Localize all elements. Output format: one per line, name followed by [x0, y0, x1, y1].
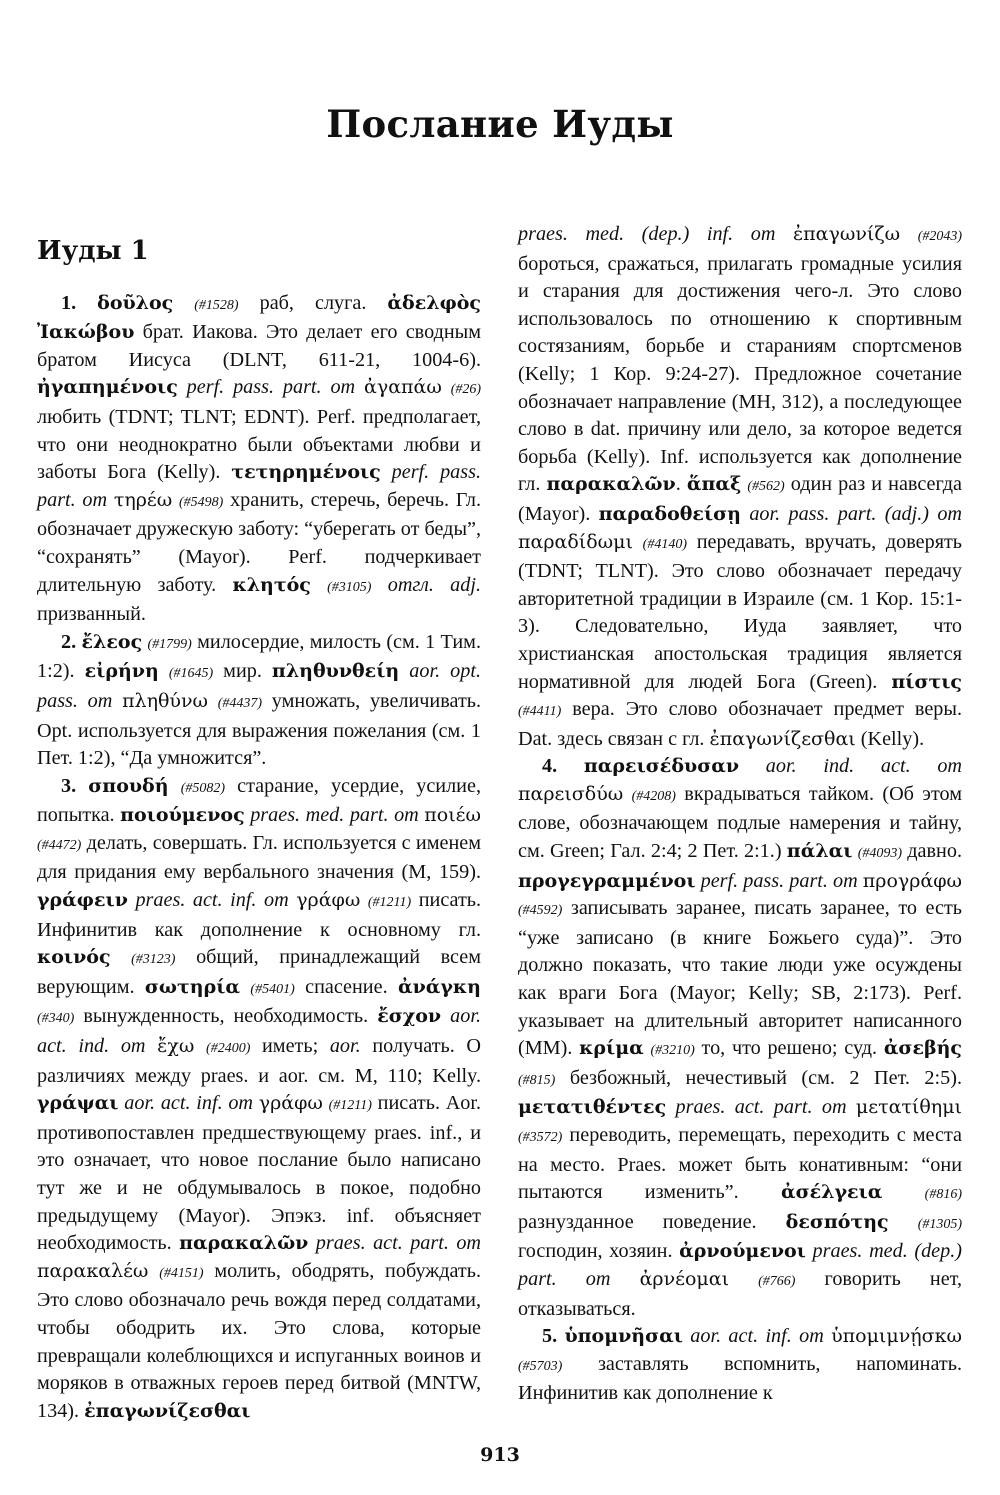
strong-number: (#1211)	[367, 895, 412, 911]
text-run: давно.	[902, 840, 962, 863]
strong-number: (#1528)	[194, 297, 239, 313]
strong-number: (#5703)	[518, 1358, 563, 1374]
greek-lemma: πληθύνω	[122, 689, 209, 712]
greek-headword: δοῦλος	[97, 291, 174, 314]
text-run	[900, 223, 918, 245]
paragraph-verse-4	[518, 753, 962, 1323]
greek-headword: ἐπαγωνίζεσθαι	[84, 1399, 251, 1422]
strong-number: (#26)	[450, 382, 482, 398]
text-run: то, что решено; суд.	[694, 1037, 884, 1060]
text-run: разнузданное поведение.	[518, 1210, 786, 1233]
greek-headword: παραδοθείσῃ	[598, 502, 741, 525]
strong-number: (#4411)	[518, 704, 562, 720]
text-run: писать. Инфинитив как дополнение к основному гл.	[37, 889, 482, 941]
greek-lemma: παρεισδύω	[518, 782, 624, 805]
greek-headword: ὑπομνῆσαι	[564, 1325, 683, 1348]
greek-headword: πίστις	[891, 670, 962, 693]
grammar-note: aor. pass. part. (adj.) от	[749, 502, 963, 525]
paragraph-verse-2	[37, 629, 481, 773]
greek-headword: πληθυνθείη	[271, 660, 400, 683]
strong-number: (#340)	[37, 1011, 75, 1027]
text-run: иметь;	[250, 1035, 330, 1058]
greek-lemma: ἐπαγωνίζω	[792, 223, 901, 245]
verse-number: 5.	[542, 1325, 565, 1348]
text-run	[666, 1096, 675, 1118]
grammar-note: отгл. adj.	[387, 573, 481, 596]
greek-headword: κρίμα	[579, 1037, 644, 1060]
greek-headword: ἀρνούμενοι	[679, 1240, 806, 1263]
grammar-note: praes. act. part. от	[675, 1096, 847, 1119]
text-run: милосердие, милость (см. 1 Тим. 1:2).	[37, 630, 482, 683]
strong-number: (#4592)	[518, 903, 563, 919]
text-run	[146, 1035, 158, 1057]
grammar-note: praes. act. inf. от	[135, 889, 289, 912]
text-run	[381, 461, 392, 483]
greek-headword: ἀσέλγεια	[780, 1181, 883, 1204]
greek-lemma: γράφω	[258, 1092, 323, 1115]
strong-number: (#3210)	[650, 1043, 695, 1059]
verse-number: 4.	[542, 755, 584, 778]
text-run: раб, слуга.	[238, 291, 388, 314]
greek-lemma: παραδίδωμι	[518, 530, 633, 553]
text-run	[111, 946, 132, 968]
grammar-note: aor. act. inf. от	[124, 1092, 254, 1115]
text-run: заставлять вспомнить, напоминать. Инфинитив как дополнение к	[518, 1352, 962, 1405]
greek-headword: πάλαι	[786, 840, 853, 863]
text-run: призванный.	[37, 603, 146, 626]
text-run	[729, 1268, 758, 1290]
greek-lemma: προγράφω	[862, 869, 963, 892]
grammar-note: praes. med. part. от	[250, 804, 419, 827]
greek-headword: δεσπότης	[785, 1210, 889, 1233]
text-run	[178, 376, 187, 398]
greek-lemma: παρακαλέω	[37, 1259, 149, 1282]
chapter-heading: Иуды 1	[37, 236, 149, 266]
grammar-note: praes. med. (dep.) inf. от	[518, 223, 776, 245]
strong-number: (#816)	[924, 1187, 962, 1203]
greek-headword: παρεισέδυσαν	[583, 755, 740, 778]
text-run: хранить, стеречь, беречь. Гл. обозначает дружескую заботу: “уберегать от беды”, “сохранять” (Mayor). Perf. подчеркивает длительную заботу.	[37, 488, 482, 596]
strong-number: (#1211)	[328, 1098, 372, 1114]
greek-lemma: ποιέω	[424, 804, 481, 827]
text-run	[173, 292, 194, 314]
strong-number: (#1645)	[168, 666, 214, 682]
text-run	[847, 1096, 856, 1118]
text-run: вкрадываться тайком. (Об этом слове, обозначающем подлые намерения и тайну, см. Green; Гал. 2:4; 2 Пет. 2:1.)	[518, 782, 962, 863]
strong-number: (#4472)	[37, 837, 82, 853]
text-run	[148, 1260, 159, 1282]
text-run	[633, 531, 643, 553]
strong-number: (#3105)	[327, 579, 372, 595]
text-run: брат. Иакова. Это делает его сводным братом Иисуса (DLNT, 611-21, 1004-6).	[37, 321, 481, 371]
right-column	[518, 221, 962, 1408]
greek-headword: ποιούμενος	[120, 804, 245, 827]
text-run	[172, 489, 179, 511]
text-run: вера. Это слово обозначает предмет веры. Dat. здесь связан с гл.	[518, 698, 962, 750]
grammar-note: praes. med. (dep.) part. от	[518, 1240, 962, 1290]
text-run	[889, 1211, 918, 1233]
text-run	[240, 976, 250, 998]
strong-number: (#562)	[747, 479, 785, 495]
greek-headword: ἠγαπημένοις	[37, 376, 178, 399]
greek-lemma: ἐπαγωνίζεσθαι	[709, 727, 856, 750]
page-title: Послание Иуды	[326, 102, 674, 146]
strong-number: (#2400)	[206, 1041, 251, 1057]
text-run	[442, 376, 451, 398]
text-run: один раз и навсегда (Mayor).	[518, 473, 962, 525]
page-number: 913	[480, 1444, 520, 1466]
text-run	[399, 660, 409, 682]
text-run: получать. О различиях между praes. и aor. см. M, 110; Kelly.	[37, 1035, 482, 1087]
greek-headword: γράψαι	[37, 1092, 119, 1115]
strong-number: (#3572)	[518, 1130, 563, 1145]
greek-headword: γράφειν	[37, 889, 128, 912]
text-run	[739, 755, 766, 777]
greek-headword: τετηρημένοις	[231, 461, 381, 484]
text-run: мир.	[213, 660, 272, 683]
text-run	[107, 489, 114, 511]
paragraph-verse-5	[518, 1323, 962, 1408]
text-run: передавать, вручать, доверять (TDNT; TLNT). Это слово обозначает передачу авторитетной традиции в Израиле (см. 1 Кор. 15:1-3). Следовательно, Иуда заявляет, что христианская апостольская традиция является нормативной для людей Бога (Green).	[518, 530, 963, 693]
greek-headword: ἅπαξ	[686, 473, 742, 496]
text-run	[311, 574, 327, 596]
text-run: спасение.	[294, 975, 398, 998]
paragraph-verse-1	[37, 290, 481, 629]
text-run	[371, 574, 387, 596]
grammar-note: praes. act. part. от	[315, 1232, 481, 1255]
strong-number: (#2043)	[917, 229, 963, 244]
text-run	[775, 223, 793, 245]
greek-lemma: ὑπομιμνῄσκω	[831, 1325, 963, 1348]
text-run	[623, 783, 631, 805]
left-column	[37, 218, 481, 1425]
text-run	[112, 690, 122, 712]
text-run: молить, ободрять, побуждать. Это слово обозначало речь вождя перед солдатами, чтобы ободрить их. Это слова, которые превращали колеблющихся и испуганных воинов и моряков в отважных героев перед битвой (MNTW, 134).	[37, 1259, 482, 1422]
greek-headword: παρακαλῶν	[546, 473, 676, 496]
paragraph-verse-3	[37, 773, 481, 1426]
text-run: вынужденность, необходимость.	[74, 1005, 378, 1028]
greek-headword: εἰρήνη	[84, 660, 159, 683]
text-run: писать. Aor. противопоставлен предшествующему praes. inf., и это означает, что новое послание было написано тут же и не обдумывалось в покое, подобно предыдущему (Mayor). Эпэкз. inf. объясняет необходимость.	[37, 1092, 482, 1255]
greek-headword: παρακαλῶν	[179, 1232, 309, 1255]
grammar-note: perf. pass. part. от	[186, 376, 356, 399]
strong-number: (#5498)	[179, 494, 224, 510]
greek-headword: ἀδελφὸς Ἰακώβου	[37, 291, 482, 344]
text-run: любить (TDNT; TLNT; EDNT). Perf. предполагает, что они неоднократно были объектами любви и заботы Бога (Kelly).	[37, 405, 481, 484]
strong-number: (#5082)	[180, 780, 226, 796]
text-run	[169, 775, 181, 797]
greek-lemma: μετατίθημι	[855, 1096, 962, 1119]
strong-number: (#4208)	[631, 788, 676, 804]
greek-headword: σωτηρία	[144, 975, 241, 998]
strong-number: (#3123)	[131, 952, 176, 968]
text-run: господин, хозяин.	[518, 1240, 680, 1263]
text-run: (Kelly).	[855, 727, 925, 750]
verse-number: 2.	[61, 630, 82, 653]
text-run	[441, 1005, 450, 1027]
greek-lemma: ἀγαπάω	[364, 376, 442, 399]
text-run	[610, 1268, 639, 1290]
strong-number: (#4151)	[159, 1265, 204, 1281]
text-run: безбожный, нечестивый (см. 2 Пет. 2:5).	[555, 1066, 962, 1089]
greek-lemma: ἀρνέομαι	[639, 1267, 730, 1290]
greek-headword: κοινός	[37, 946, 111, 969]
greek-headword: προγεγραμμένοι	[518, 869, 696, 892]
text-run	[360, 889, 368, 911]
paragraph-verse-3-continued	[518, 221, 962, 753]
text-run	[882, 1181, 924, 1203]
strong-number: (#815)	[518, 1072, 556, 1088]
text-run: делать, совершать. Гл. используется с именем для придания ему вербального значения (M, 159).	[37, 831, 481, 884]
text-run: переводить, перемещать, переходить с места на место. Praes. может быть конативным: “они пытаются изменить”.	[518, 1124, 962, 1204]
greek-headword: κλητός	[232, 573, 311, 596]
strong-number: (#1305)	[917, 1216, 963, 1232]
text-run: записывать заранее, писать заранее, то есть “уже записано (в книге Божьего суда)”. Это должно показать, что такие люди уже осуждены как враги Бога (Mayor; Kelly; SB, 2:173). Perf. указывает на длительный авторитет написанного (MM).	[518, 897, 962, 1060]
grammar-note: perf. pass. part. от	[700, 869, 858, 892]
strong-number: (#766)	[758, 1273, 796, 1289]
text-run: умножать, увеличивать. Opt. используется для выражения пожелания (см. 1 Пет. 1:2), “Да умножится”.	[37, 689, 482, 770]
text-run	[308, 1232, 315, 1254]
text-run: говорить нет, отказываться.	[518, 1267, 963, 1320]
text-run	[355, 376, 364, 398]
greek-headword: σπουδή	[88, 774, 169, 797]
grammar-note: perf. pass. part. от	[37, 461, 482, 511]
grammar-note: aor. ind. act. от	[765, 755, 963, 778]
grammar-note: aor. act. ind. от	[37, 1005, 481, 1058]
text-run	[806, 1240, 813, 1262]
text-run: старание, усердие, усилие, попытка.	[37, 774, 481, 827]
strong-number: (#4437)	[217, 695, 263, 711]
verse-number: 1.	[61, 291, 98, 314]
greek-headword: ἀσεβής	[883, 1037, 962, 1060]
greek-lemma: γράφω	[296, 889, 361, 912]
verse-number: 3.	[61, 774, 89, 797]
text-run: бороться, сражаться, прилагать громадные усилия и старания для достижения чего-л. Это слово использовалось по отношению к спортивным состязаниям, борьбе и стараниям спортсменов (Kelly; 1 Кор. 9:24-27). Предложное сочетание обозначает направление (MH, 312), а последующее слово в dat. причину или дело, за которое ведется борьба (Kelly). Inf. используется как дополнение гл.	[518, 252, 962, 496]
text-run	[159, 660, 169, 682]
grammar-note: aor.	[329, 1035, 361, 1058]
greek-headword: ἔσχον	[377, 1005, 442, 1028]
greek-headword: ἀνάγκη	[397, 975, 481, 998]
grammar-note: aor. act. inf. от	[690, 1325, 824, 1348]
strong-number: (#4140)	[642, 536, 687, 552]
strong-number: (#1799)	[147, 636, 192, 652]
text-run: .	[675, 473, 687, 496]
text-run	[824, 1325, 831, 1347]
greek-lemma: ἔχω	[157, 1035, 195, 1058]
grammar-note: aor. opt. pass. от	[37, 660, 481, 712]
text-run	[194, 1035, 206, 1057]
strong-number: (#4093)	[857, 846, 903, 862]
greek-headword: ἔλεος	[81, 630, 143, 653]
greek-headword: μετατιθέντες	[518, 1096, 667, 1119]
text-run	[208, 690, 218, 712]
text-run: общий, принадлежащий всем верующим.	[37, 946, 481, 998]
greek-lemma: τηρέω	[113, 488, 173, 511]
strong-number: (#5401)	[250, 981, 295, 997]
